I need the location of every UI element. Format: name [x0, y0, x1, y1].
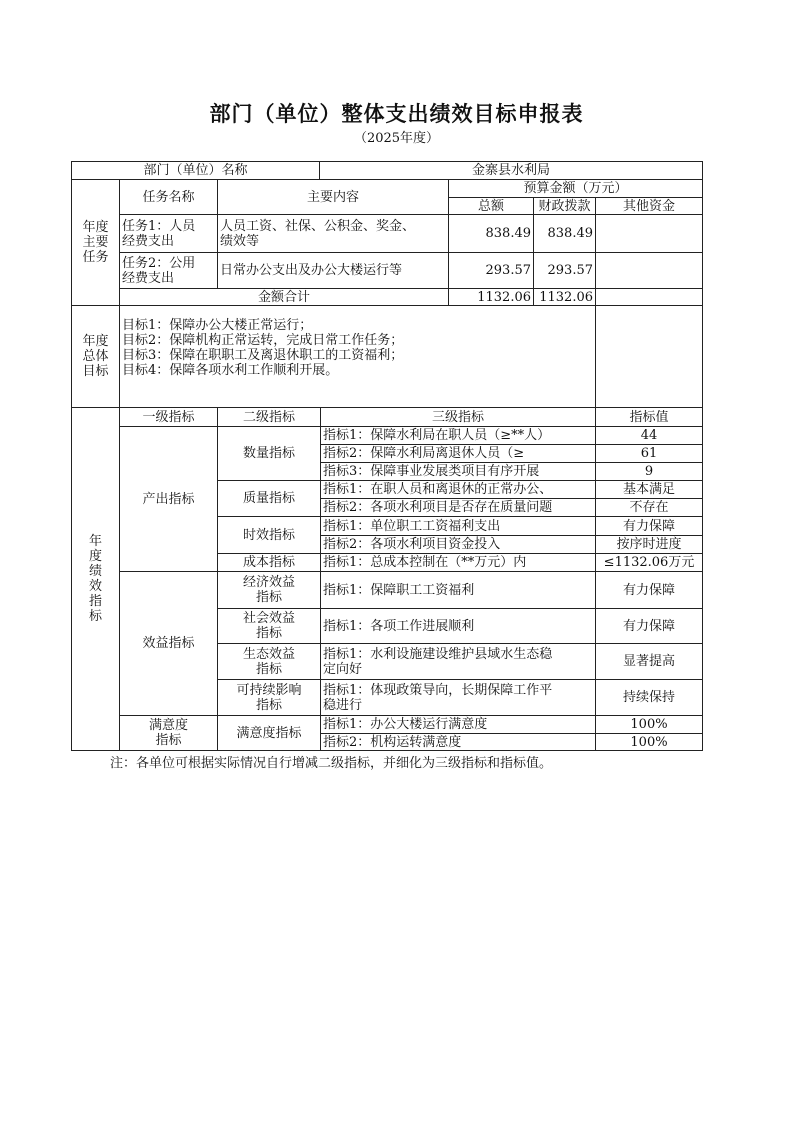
task-2-name: 任务2：公用 经费支出	[119, 252, 218, 289]
benefit-l1: 效益指标	[119, 571, 218, 716]
satisfaction-value-1: 100%	[595, 715, 703, 734]
page-title: 部门（单位）整体支出绩效目标申报表	[209, 102, 584, 126]
benefit-l3-2: 指标1：各项工作进展顺利	[320, 608, 596, 644]
satisfaction-value-2: 100%	[595, 733, 703, 751]
satisfaction-l3-1: 指标1：办公大楼运行满意度	[320, 715, 596, 734]
quantity-l2: 数量指标	[217, 426, 321, 481]
goal-side-label: 年度 总体 目标	[71, 305, 120, 408]
output-l1: 产出指标	[119, 426, 218, 572]
benefit-l2-4: 可持续影响 指标	[217, 679, 321, 716]
page-subtitle: （2025年度）	[353, 131, 440, 146]
goal-text: 目标1：保障办公大楼正常运行； 目标2：保障机构正常运转，完成日常工作任务； 目标3：保障在职职工及离退休职工的工资福利； 目标4：保障各项水利工作顺利开展。	[119, 305, 596, 408]
task-content-header: 主要内容	[217, 179, 449, 215]
benefit-value-2: 有力保障	[595, 608, 703, 644]
task-2-fiscal: 293.57	[533, 252, 596, 289]
budget-total-header: 总额	[448, 197, 534, 215]
dept-label: 部门（单位）名称	[71, 161, 320, 180]
task-name-header: 任务名称	[119, 179, 218, 215]
task-1-fiscal: 838.49	[533, 214, 596, 253]
benefit-l2-1: 经济效益 指标	[217, 571, 321, 609]
budget-header: 预算金额（万元）	[448, 179, 703, 198]
benefit-l2-3: 生态效益 指标	[217, 643, 321, 680]
task-2-total: 293.57	[448, 252, 534, 289]
cost-l3-1: 指标1：总成本控制在（**万元）内	[320, 553, 596, 572]
goal-empty-cell	[595, 305, 703, 408]
task-1-other	[595, 214, 703, 253]
budget-fiscal-header: 财政拨款	[533, 197, 596, 215]
benefit-l2-2: 社会效益 指标	[217, 608, 321, 644]
l3-header: 三级指标	[320, 407, 596, 427]
quality-l2: 质量指标	[217, 480, 321, 517]
task-1-total: 838.49	[448, 214, 534, 253]
cost-l2: 成本指标	[217, 553, 321, 572]
benefit-value-3: 显著提高	[595, 643, 703, 680]
quantity-l3-3: 指标3：保障事业发展类项目有序开展	[320, 462, 596, 481]
task-2-other	[595, 252, 703, 289]
satisfaction-l3-2: 指标2：机构运转满意度	[320, 733, 596, 751]
quantity-value-2: 61	[595, 444, 703, 463]
timeliness-l3-1: 指标1：单位职工工资福利支出	[320, 516, 596, 536]
benefit-value-4: 持续保持	[595, 679, 703, 716]
benefit-l3-4: 指标1：体现政策导向，长期保障工作平 稳进行	[320, 679, 596, 716]
timeliness-l2: 时效指标	[217, 516, 321, 554]
sum-total: 1132.06	[448, 288, 534, 306]
timeliness-value-2: 按序时进度	[595, 535, 703, 554]
budget-other-header: 其他资金	[595, 197, 703, 215]
sum-fiscal: 1132.06	[533, 288, 596, 306]
satisfaction-l1: 满意度 指标	[119, 715, 218, 751]
quality-value-1: 基本满足	[595, 480, 703, 499]
quality-value-2: 不存在	[595, 498, 703, 517]
l2-header: 二级指标	[217, 407, 321, 427]
benefit-l3-3: 指标1：水利设施建设维护县域水生态稳 定向好	[320, 643, 596, 680]
quantity-l3-2: 指标2：保障水利局离退休人员（≥	[320, 444, 596, 463]
task-1-content: 人员工资、社保、公积金、奖金、 绩效等	[217, 214, 449, 253]
quantity-value-1: 44	[595, 426, 703, 445]
cost-value-1: ≤1132.06万元	[595, 553, 703, 572]
timeliness-l3-2: 指标2：各项水利项目资金投入	[320, 535, 596, 554]
footnote: 注：各单位可根据实际情况自行增减二级指标，并细化为三级指标和指标值。	[110, 756, 553, 771]
quality-l3-1: 指标1：在职人员和离退休的正常办公、	[320, 480, 596, 499]
l1-header: 一级指标	[119, 407, 218, 427]
timeliness-value-1: 有力保障	[595, 516, 703, 536]
indicator-side-label: 年 度 绩 效 指 标	[71, 407, 120, 751]
task-side-label: 年度 主要 任务	[71, 179, 120, 306]
sum-label: 金额合计	[119, 288, 449, 306]
value-header: 指标值	[595, 407, 703, 427]
sum-other	[595, 288, 703, 306]
quantity-l3-1: 指标1：保障水利局在职人员（≥**人）	[320, 426, 596, 445]
quantity-value-3: 9	[595, 462, 703, 481]
task-2-content: 日常办公支出及办公大楼运行等	[217, 252, 449, 289]
performance-table	[71, 161, 703, 751]
benefit-value-1: 有力保障	[595, 571, 703, 609]
quality-l3-2: 指标2：各项水利项目是否存在质量问题	[320, 498, 596, 517]
dept-value: 金寨县水利局	[319, 161, 703, 180]
task-1-name: 任务1：人员 经费支出	[119, 214, 218, 253]
satisfaction-l2: 满意度指标	[217, 715, 321, 751]
benefit-l3-1: 指标1：保障职工工资福利	[320, 571, 596, 609]
